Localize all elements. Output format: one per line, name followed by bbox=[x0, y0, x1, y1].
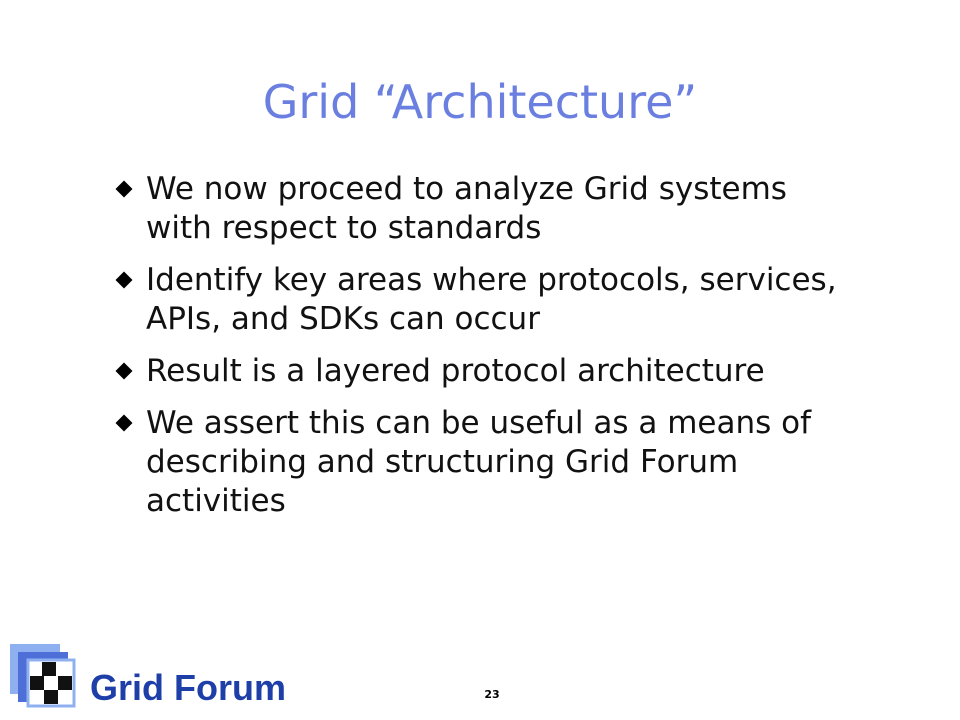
page-number: 23 bbox=[484, 688, 500, 701]
diamond-bullet-icon bbox=[116, 272, 133, 289]
bullet-item bbox=[118, 404, 858, 521]
grid-forum-logo-icon bbox=[10, 644, 74, 706]
logo-dark-square-left bbox=[30, 676, 44, 690]
bullet-text: Identify key areas where protocols, services, APIs, and SDKs can occur bbox=[146, 262, 837, 337]
bullet-text: We assert this can be useful as a means of describing and structuring Grid Forum activities bbox=[146, 405, 812, 519]
bullet-list bbox=[118, 170, 858, 534]
logo-text: Grid Forum bbox=[90, 667, 286, 708]
bullet-text: We now proceed to analyze Grid systems with respect to standards bbox=[146, 171, 787, 246]
bullet-text: Result is a layered protocol architecture bbox=[146, 353, 765, 389]
diamond-bullet-icon bbox=[116, 181, 133, 198]
logo-dark-square-top bbox=[42, 662, 56, 676]
logo-dark-square-bottom bbox=[44, 690, 58, 704]
bullet-item bbox=[118, 261, 858, 339]
slide-title: Grid “Architecture” bbox=[262, 75, 698, 129]
diamond-bullet-icon bbox=[116, 415, 133, 432]
bullet-item bbox=[118, 170, 858, 248]
diamond-bullet-icon bbox=[116, 363, 133, 380]
grid-forum-logo bbox=[8, 640, 308, 712]
logo-dark-square-right bbox=[58, 676, 72, 690]
bullet-item bbox=[118, 352, 858, 391]
